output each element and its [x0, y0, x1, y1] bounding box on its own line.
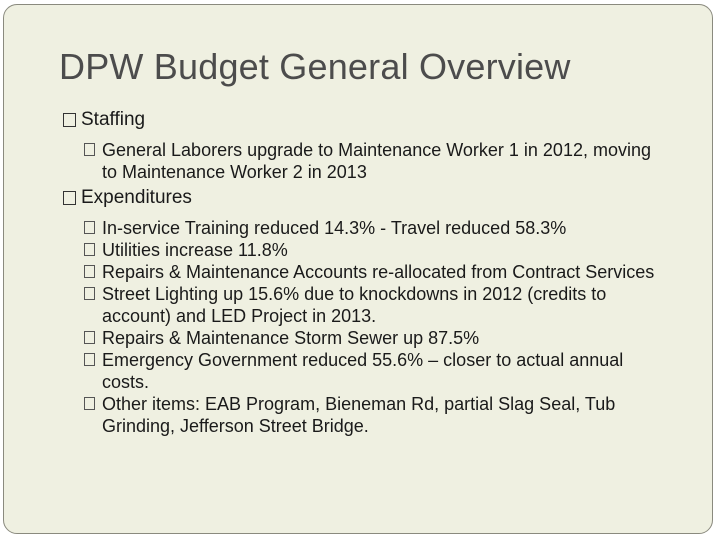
- list-item: [62, 393, 667, 437]
- square-bullet-icon: [84, 397, 95, 410]
- list-item: [62, 283, 667, 327]
- square-bullet-icon: [63, 191, 76, 205]
- list-item-text: Street Lighting up 15.6% due to knockdowns in 2012 (credits to account) and LED Project in 2013.: [102, 284, 607, 326]
- list-item: [62, 239, 667, 261]
- square-bullet-icon: [84, 243, 95, 256]
- list-item: [62, 261, 667, 283]
- square-bullet-icon: [84, 287, 95, 300]
- staffing-list: [62, 139, 702, 183]
- section-staffing: [62, 109, 702, 183]
- section-heading: [62, 109, 702, 131]
- section-expenditures: [62, 187, 702, 437]
- expenditures-list: [62, 217, 702, 437]
- list-item-text: Repairs & Maintenance Storm Sewer up 87.5%: [102, 328, 480, 348]
- list-item: [62, 139, 667, 183]
- square-bullet-icon: [84, 353, 95, 366]
- list-item-text: Other items: EAB Program, Bieneman Rd, partial Slag Seal, Tub Grinding, Jefferson Street Bridge.: [102, 394, 616, 436]
- square-bullet-icon: [84, 331, 95, 344]
- list-item: [62, 217, 667, 239]
- section-heading: [62, 187, 702, 209]
- list-item-text: Utilities increase 11.8%: [102, 240, 288, 260]
- list-item: [62, 349, 667, 393]
- slide-frame: [3, 4, 713, 534]
- section-heading-label: Staffing: [81, 109, 146, 130]
- square-bullet-icon: [84, 143, 95, 156]
- square-bullet-icon: [63, 113, 76, 127]
- list-item-text: Emergency Government reduced 55.6% – closer to actual annual costs.: [102, 350, 624, 392]
- square-bullet-icon: [84, 221, 95, 234]
- list-item-text: Repairs & Maintenance Accounts re-allocated from Contract Services: [102, 262, 655, 282]
- section-heading-label: Expenditures: [81, 187, 192, 208]
- square-bullet-icon: [84, 265, 95, 278]
- list-item-text: In-service Training reduced 14.3% - Travel reduced 58.3%: [102, 218, 567, 238]
- list-item: [62, 327, 667, 349]
- slide-title: DPW Budget General Overview: [59, 46, 571, 87]
- list-item-text: General Laborers upgrade to Maintenance Worker 1 in 2012, moving to Maintenance Worker 2 in 2013: [102, 140, 651, 182]
